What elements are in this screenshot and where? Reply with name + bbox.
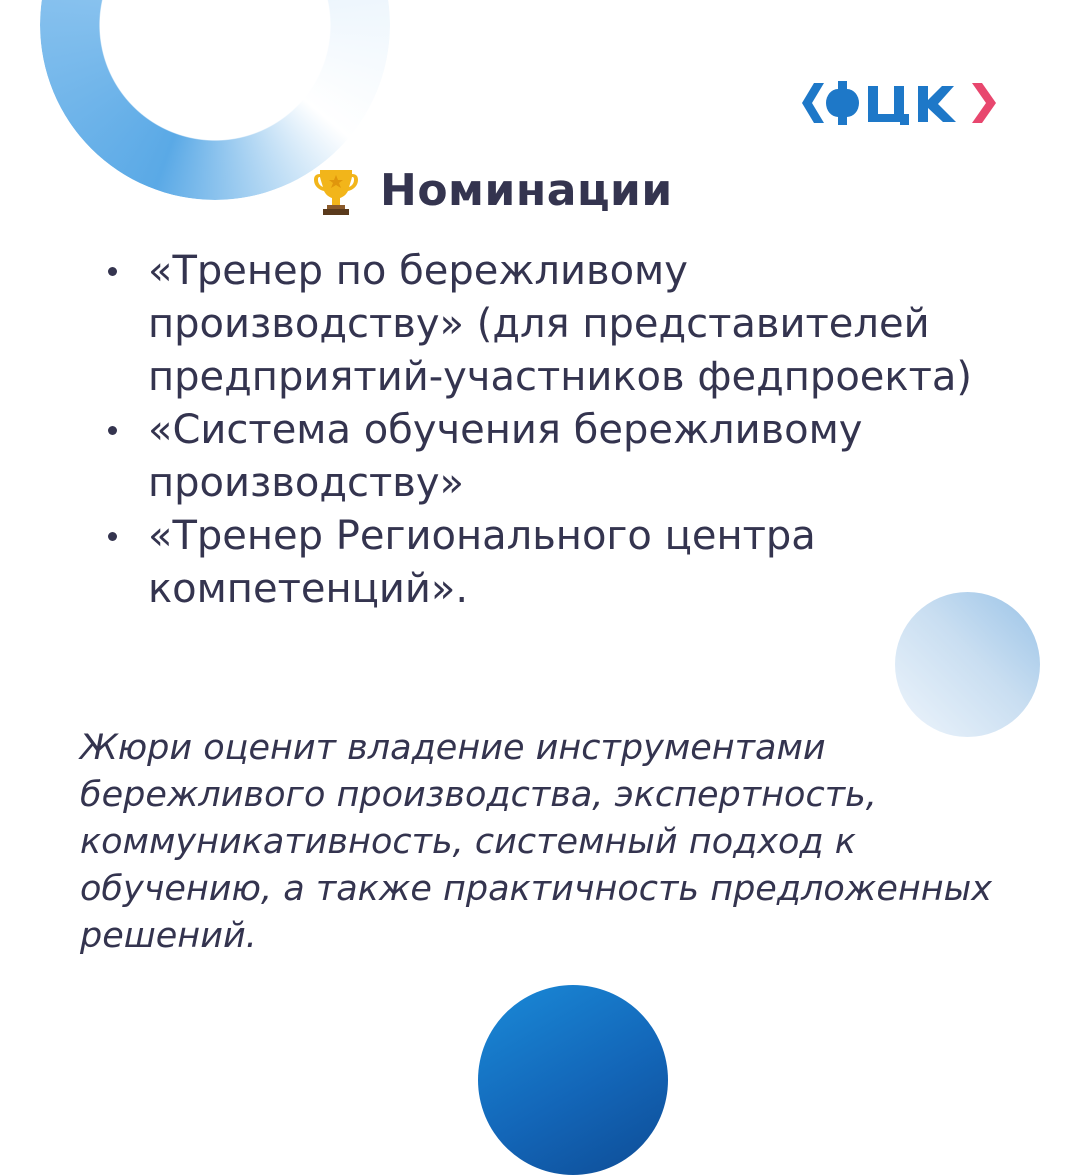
nomination-text: «Система обучения бережливому производству» bbox=[148, 407, 863, 506]
heading-title: Номинации bbox=[380, 164, 673, 216]
list-item bbox=[108, 404, 988, 510]
nominations-list bbox=[108, 245, 988, 616]
jury-note: Жюри оценит владение инструментами бережливого производства, экспертность, коммуникативность, системный подход к обучению, а также практичность предложенных решений. bbox=[80, 728, 992, 956]
bullet-icon bbox=[108, 532, 117, 541]
nomination-text: «Тренер Регионального центра компетенций». bbox=[148, 513, 816, 612]
section-heading bbox=[314, 160, 673, 220]
fck-logo bbox=[800, 78, 1000, 128]
bullet-icon bbox=[108, 267, 117, 276]
trophy-icon bbox=[314, 164, 358, 216]
nomination-text: «Тренер по бережливому производству» (для представителей предприятий-участников федпроекта) bbox=[148, 248, 972, 400]
list-item bbox=[108, 245, 988, 404]
decorative-circle-bottom bbox=[478, 985, 668, 1175]
bullet-icon bbox=[108, 426, 117, 435]
list-item bbox=[108, 510, 988, 616]
